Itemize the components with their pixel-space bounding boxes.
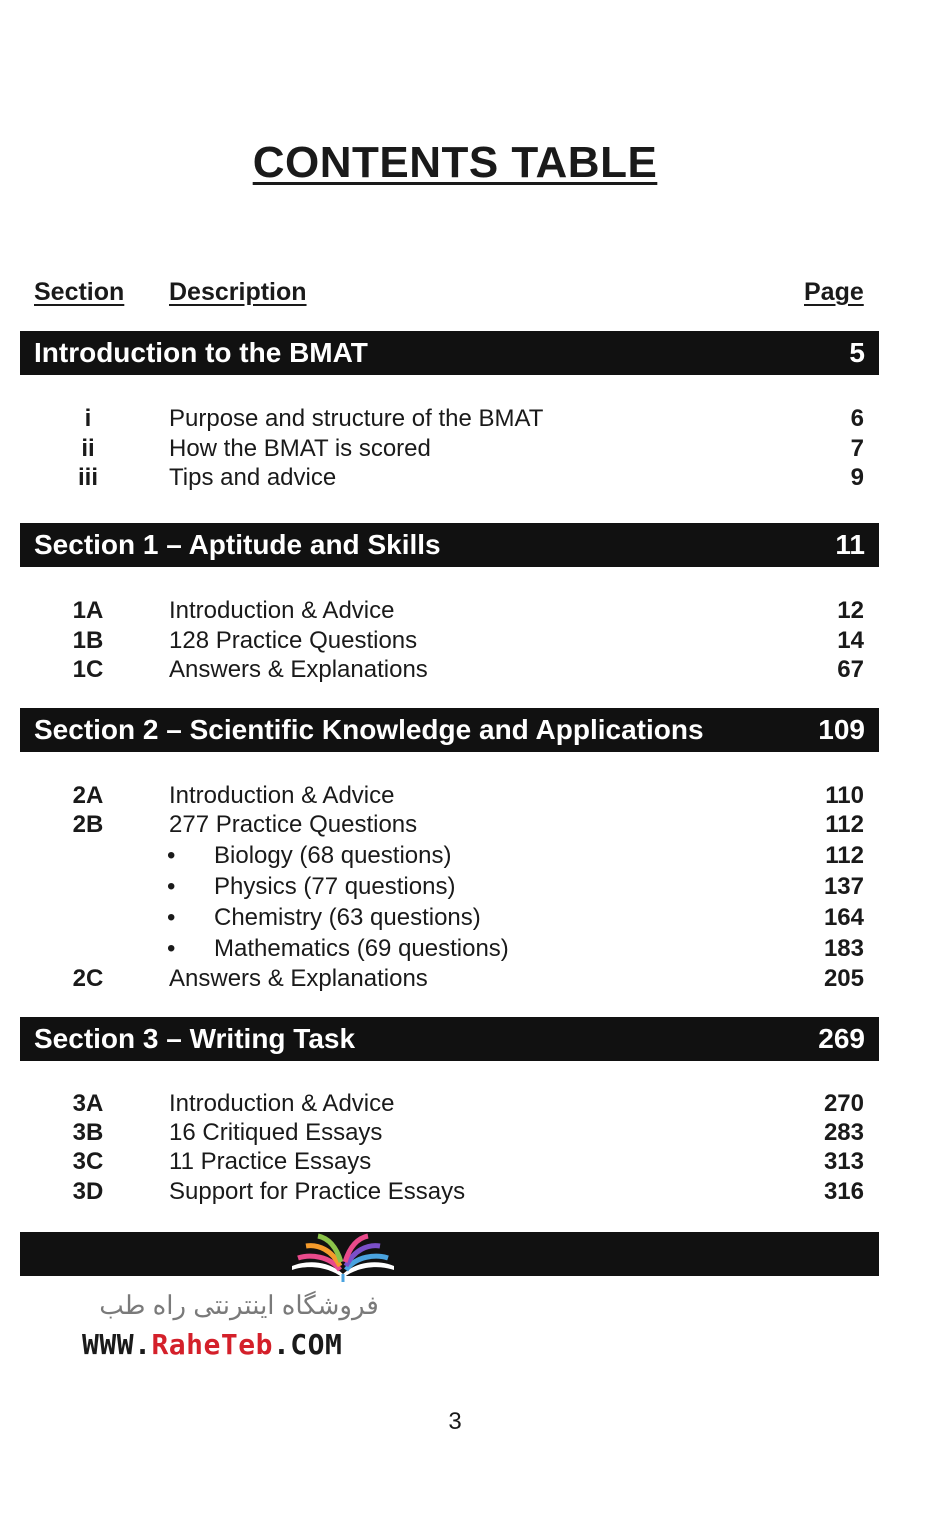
toc-subrow[interactable] (0, 873, 952, 903)
site-suffix: .COM (272, 1328, 343, 1361)
header-page: Page (804, 278, 864, 306)
row-code: 3D (72, 1178, 104, 1205)
bullet-icon: • (167, 873, 176, 900)
bullet-icon: • (167, 842, 176, 869)
section-bar-intro[interactable] (20, 331, 879, 375)
row-description: How the BMAT is scored (169, 435, 431, 462)
toc-row[interactable] (0, 435, 952, 465)
row-code: 3A (72, 1090, 104, 1117)
row-page: 283 (823, 1119, 864, 1146)
header-section: Section (34, 278, 125, 306)
row-code: 2A (72, 782, 104, 809)
section-bar-label: Introduction to the BMAT (34, 337, 368, 368)
section-bar-3[interactable] (20, 1017, 879, 1061)
toc-subrow[interactable] (0, 935, 952, 965)
row-description: Answers & Explanations (169, 656, 428, 683)
toc-row[interactable] (0, 656, 952, 686)
row-page: 112 (825, 842, 864, 869)
header-description: Description (169, 278, 307, 306)
row-description: Introduction & Advice (169, 597, 395, 624)
row-description: Purpose and structure of the BMAT (169, 405, 544, 432)
site-prefix: WWW. (82, 1328, 152, 1361)
row-code: ii (81, 435, 95, 462)
row-page: 67 (837, 656, 864, 683)
section-bar-label: Section 3 – Writing Task (34, 1023, 356, 1054)
row-description: Mathematics (69 questions) (214, 935, 509, 962)
section-bar-page: 269 (818, 1023, 865, 1054)
row-description: Introduction & Advice (169, 782, 395, 809)
toc-subrow[interactable] (0, 842, 952, 872)
section-bar-page: 5 (849, 337, 865, 368)
row-page: 14 (837, 627, 864, 654)
toc-row[interactable] (0, 1178, 952, 1208)
row-page: 112 (825, 811, 864, 838)
row-page: 12 (837, 597, 864, 624)
section-bar-1[interactable] (20, 523, 879, 567)
section-bar-label: Section 1 – Aptitude and Skills (34, 529, 441, 560)
toc-subrow[interactable] (0, 904, 952, 934)
row-code: 1B (72, 627, 104, 654)
section-bar-page: 11 (835, 529, 865, 560)
row-page: 7 (850, 435, 864, 462)
row-description: Support for Practice Essays (169, 1178, 466, 1205)
toc-row[interactable] (0, 1148, 952, 1178)
row-description: 16 Critiqued Essays (169, 1119, 383, 1146)
row-code: 3C (72, 1148, 104, 1175)
page-title: CONTENTS TABLE (252, 138, 658, 187)
row-description: Chemistry (63 questions) (214, 904, 481, 931)
row-page: 9 (850, 464, 864, 491)
toc-row[interactable] (0, 1119, 952, 1149)
row-description: Tips and advice (169, 464, 337, 491)
row-page: 183 (823, 935, 864, 962)
section-bar-label: Section 2 – Scientific Knowledge and Applications (34, 714, 704, 745)
site-brand: RaheTeb (151, 1328, 273, 1361)
row-description: 128 Practice Questions (169, 627, 418, 654)
toc-row[interactable] (0, 782, 952, 812)
row-description: Answers & Explanations (169, 965, 428, 992)
row-page: 316 (823, 1178, 864, 1205)
page-number: 3 (448, 1408, 462, 1435)
row-code: 1C (72, 656, 104, 683)
watermark-persian-text: فروشگاه اینترنتی راه طب (99, 1290, 379, 1320)
toc-row[interactable] (0, 405, 952, 435)
toc-row[interactable] (0, 597, 952, 627)
section-bar-2[interactable] (20, 708, 879, 752)
toc-row[interactable] (0, 811, 952, 841)
watermark-site-url[interactable] (82, 1328, 342, 1361)
row-description: 11 Practice Essays (169, 1148, 372, 1175)
row-code: iii (77, 464, 98, 491)
row-code: 2B (72, 811, 104, 838)
row-code: 1A (72, 597, 104, 624)
toc-row[interactable] (0, 965, 952, 995)
section-bar-page: 109 (818, 714, 865, 745)
row-page: 270 (823, 1090, 864, 1117)
footer-bar (20, 1232, 879, 1276)
bullet-icon: • (167, 904, 176, 931)
row-page: 205 (823, 965, 864, 992)
bullet-icon: • (167, 935, 176, 962)
row-description: Physics (77 questions) (214, 873, 456, 900)
row-page: 110 (825, 782, 864, 809)
row-code: 2C (72, 965, 104, 992)
book-logo-icon (288, 1230, 398, 1286)
row-description: Introduction & Advice (169, 1090, 395, 1117)
row-description: 277 Practice Questions (169, 811, 418, 838)
row-description: Biology (68 questions) (214, 842, 452, 869)
toc-row[interactable] (0, 1090, 952, 1120)
row-code: 3B (72, 1119, 104, 1146)
toc-row[interactable] (0, 627, 952, 657)
row-page: 313 (823, 1148, 864, 1175)
row-page: 164 (823, 904, 864, 931)
row-page: 137 (823, 873, 864, 900)
row-page: 6 (850, 405, 864, 432)
row-code: i (84, 405, 92, 432)
toc-row[interactable] (0, 464, 952, 494)
